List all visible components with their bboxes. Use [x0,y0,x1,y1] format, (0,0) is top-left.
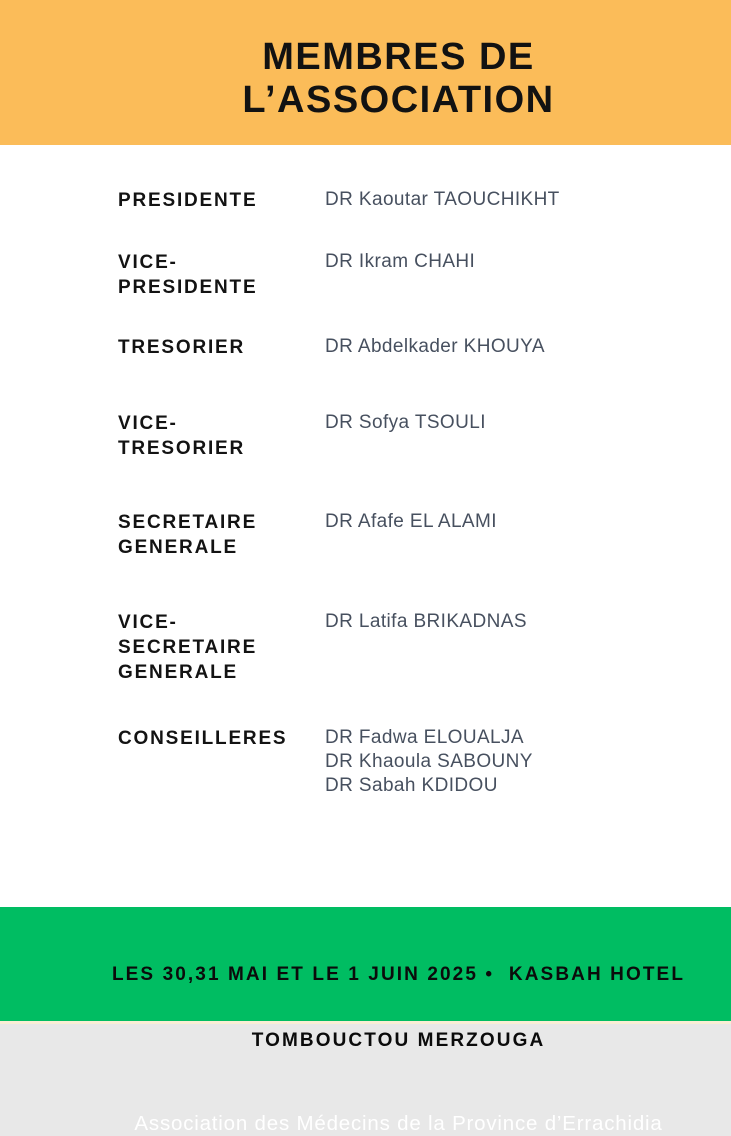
member-role-line: VICE- [118,413,178,434]
member-role [118,411,325,461]
member-name-line: DR Afafe EL ALAMI [325,511,497,532]
member-row [118,188,731,213]
member-names [325,188,560,212]
member-role-line: GENERALE [118,662,238,683]
member-row [118,335,731,360]
event-info-line-2: TOMBOUCTOU MERZOUGA [251,1030,546,1051]
member-role-line: SECRETAIRE [118,512,258,533]
page-title-line-1: MEMBRES DE [262,36,535,78]
member-row [118,726,731,798]
member-name-line: DR Sabah KDIDOU [325,775,498,796]
footer-band [0,907,731,1135]
member-row [118,510,731,560]
member-role [118,510,325,560]
member-role-line: PRESIDENTE [118,190,258,211]
member-role-line: CONSEILLERES [118,728,288,749]
bottom-strip [0,1021,731,1024]
member-names [325,411,486,435]
member-row [118,610,731,685]
member-names [325,610,527,634]
member-name-line: DR Abdelkader KHOUYA [325,336,545,357]
page-title [0,0,731,122]
member-role-line: VICE- [118,612,178,633]
member-name-line: DR Khaoula SABOUNY [325,751,533,772]
member-name-line: DR Sofya TSOULI [325,412,486,433]
member-role [118,335,325,360]
member-role-line: GENERALE [118,537,238,558]
member-row [118,250,731,300]
member-role-line: PRESIDENTE [118,277,258,298]
member-role [118,188,325,213]
member-role [118,250,325,300]
member-name-line: DR Ikram CHAHI [325,251,476,272]
member-names [325,335,545,359]
member-names [325,510,497,534]
member-role-line: TRESORIER [118,337,246,358]
page-title-line-2: L’ASSOCIATION [242,79,555,121]
member-role [118,610,325,685]
member-names [325,726,533,798]
member-name-line: DR Latifa BRIKADNAS [325,611,527,632]
event-info-line-1: LES 30,31 MAI ET LE 1 JUIN 2025 • KASBAH HOTEL [111,964,686,985]
header-band [0,0,731,145]
member-role-line: TRESORIER [118,438,246,459]
member-names [325,250,475,274]
member-role-line: SECRETAIRE [118,637,258,658]
event-info [66,920,731,1096]
association-name: Association des Médecins de la Province d’Errachidia [134,1112,663,1135]
member-role [118,726,325,751]
member-name-line: DR Kaoutar TAOUCHIKHT [325,189,560,210]
member-row [118,411,731,461]
member-name-line: DR Fadwa ELOUALJA [325,727,524,748]
members-list [0,145,731,798]
member-role-line: VICE- [118,252,178,273]
